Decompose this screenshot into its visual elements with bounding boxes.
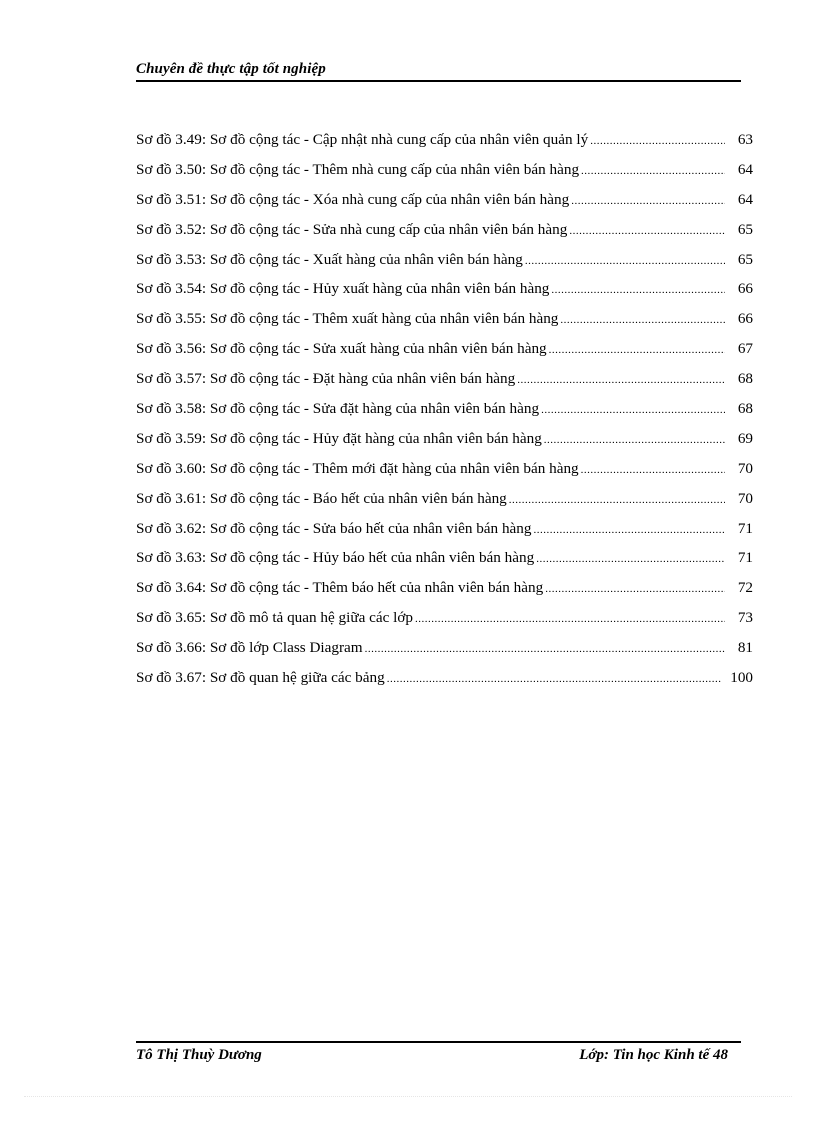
page-bottom-edge bbox=[24, 1096, 792, 1097]
toc-entry-text: Sơ đồ 3.58: Sơ đồ cộng tác - Sửa đặt hàng của nhân viên bán hàng bbox=[136, 400, 540, 418]
toc-entry-page: 71 bbox=[737, 549, 753, 567]
toc-entry-text: Sơ đồ 3.64: Sơ đồ cộng tác - Thêm báo hết của nhân viên bán hàng bbox=[136, 579, 544, 597]
toc-dot-leader bbox=[551, 284, 725, 296]
toc-dot-leader bbox=[365, 643, 725, 655]
toc-entry-text: Sơ đồ 3.62: Sơ đồ cộng tác - Sửa báo hết của nhân viên bán hàng bbox=[136, 519, 532, 537]
toc-entry[interactable] bbox=[136, 579, 753, 609]
toc-entry-text: Sơ đồ 3.59: Sơ đồ cộng tác - Hủy đặt hàng của nhân viên bán hàng bbox=[136, 429, 542, 447]
toc-entry[interactable] bbox=[136, 310, 753, 340]
toc-entry-page: 81 bbox=[737, 639, 753, 657]
toc-entry-page: 64 bbox=[737, 160, 753, 178]
toc-entry-page: 73 bbox=[737, 609, 753, 627]
footer-author: Tô Thị Thuỳ Dương bbox=[136, 1047, 262, 1063]
toc-entry-text: Sơ đồ 3.49: Sơ đồ cộng tác - Cập nhật nhà cung cấp của nhân viên quản lý bbox=[136, 131, 589, 148]
toc-dot-leader bbox=[590, 135, 725, 147]
toc-entry-page: 70 bbox=[737, 459, 753, 477]
toc-dot-leader bbox=[549, 344, 725, 356]
toc-entry[interactable] bbox=[136, 131, 753, 161]
toc-entry-text: Sơ đồ 3.63: Sơ đồ cộng tác - Hủy báo hết của nhân viên bán hàng bbox=[136, 549, 535, 567]
toc-entry-page: 70 bbox=[737, 489, 753, 507]
toc-dot-leader bbox=[541, 404, 725, 416]
toc-dot-leader bbox=[571, 195, 725, 207]
toc-entry[interactable] bbox=[136, 280, 753, 310]
toc-dot-leader bbox=[544, 434, 725, 446]
toc-entry-text: Sơ đồ 3.60: Sơ đồ cộng tác - Thêm mới đặt hàng của nhân viên bán hàng bbox=[136, 459, 579, 477]
toc-entry-text: Sơ đồ 3.67: Sơ đồ quan hệ giữa các bảng bbox=[136, 669, 385, 687]
page-header-title: Chuyên đề thực tập tốt nghiệp bbox=[136, 61, 326, 77]
toc-entry[interactable] bbox=[136, 490, 753, 520]
toc-dot-leader bbox=[525, 255, 725, 267]
toc-entry-page: 65 bbox=[737, 250, 753, 268]
toc-entry[interactable] bbox=[136, 400, 753, 430]
toc-dot-leader bbox=[581, 165, 725, 177]
toc-entry-page: 63 bbox=[737, 131, 753, 148]
toc-dot-leader bbox=[581, 464, 725, 476]
toc-entry[interactable] bbox=[136, 430, 753, 460]
toc-entry[interactable] bbox=[136, 161, 753, 191]
toc-dot-leader bbox=[536, 553, 725, 565]
toc-entry-text: Sơ đồ 3.65: Sơ đồ mô tả quan hệ giữa các lớp bbox=[136, 609, 413, 627]
toc-entry[interactable] bbox=[136, 520, 753, 550]
toc-entry-text: Sơ đồ 3.54: Sơ đồ cộng tác - Hủy xuất hàng của nhân viên bán hàng bbox=[136, 280, 550, 298]
footer-class: Lớp: Tin học Kinh tế 48 bbox=[579, 1047, 728, 1063]
toc-entry[interactable] bbox=[136, 460, 753, 490]
toc-entry-page: 67 bbox=[737, 340, 753, 358]
toc-dot-leader bbox=[560, 314, 725, 326]
toc-entry-page: 66 bbox=[737, 310, 753, 328]
toc-entry-page: 68 bbox=[737, 400, 753, 418]
toc-entry[interactable] bbox=[136, 340, 753, 370]
toc-entry-page: 69 bbox=[737, 429, 753, 447]
toc-entry-text: Sơ đồ 3.51: Sơ đồ cộng tác - Xóa nhà cung cấp của nhân viên bán hàng bbox=[136, 190, 570, 208]
toc-entry-text: Sơ đồ 3.53: Sơ đồ cộng tác - Xuất hàng của nhân viên bán hàng bbox=[136, 250, 523, 268]
toc-dot-leader bbox=[569, 225, 725, 237]
toc-entry-text: Sơ đồ 3.61: Sơ đồ cộng tác - Báo hết của nhân viên bán hàng bbox=[136, 489, 507, 507]
toc-dot-leader bbox=[517, 374, 725, 386]
toc-dot-leader bbox=[387, 673, 721, 685]
toc-dot-leader bbox=[415, 613, 725, 625]
toc-entry-text: Sơ đồ 3.52: Sơ đồ cộng tác - Sửa nhà cung cấp của nhân viên bán hàng bbox=[136, 220, 568, 238]
toc-entry[interactable] bbox=[136, 639, 753, 669]
toc-entry-text: Sơ đồ 3.50: Sơ đồ cộng tác - Thêm nhà cung cấp của nhân viên bán hàng bbox=[136, 160, 580, 178]
toc-entry[interactable] bbox=[136, 669, 753, 699]
toc-entry-text: Sơ đồ 3.56: Sơ đồ cộng tác - Sửa xuất hàng của nhân viên bán hàng bbox=[136, 340, 547, 358]
footer-rule bbox=[136, 1041, 741, 1043]
toc-entry-page: 68 bbox=[737, 370, 753, 388]
toc-entry[interactable] bbox=[136, 191, 753, 221]
toc-entry[interactable] bbox=[136, 370, 753, 400]
toc-entry[interactable] bbox=[136, 549, 753, 579]
toc-entry-text: Sơ đồ 3.57: Sơ đồ cộng tác - Đặt hàng của nhân viên bán hàng bbox=[136, 370, 516, 388]
toc-entry[interactable] bbox=[136, 251, 753, 281]
toc-entry[interactable] bbox=[136, 609, 753, 639]
toc-entry[interactable] bbox=[136, 221, 753, 251]
toc-entry-text: Sơ đồ 3.55: Sơ đồ cộng tác - Thêm xuất hàng của nhân viên bán hàng bbox=[136, 310, 559, 328]
toc-entry-page: 65 bbox=[737, 220, 753, 238]
toc-entry-page: 64 bbox=[737, 190, 753, 208]
toc-entry-page: 66 bbox=[737, 280, 753, 298]
toc-dot-leader bbox=[545, 583, 725, 595]
toc-entry-page: 71 bbox=[737, 519, 753, 537]
toc-entry-page: 72 bbox=[737, 579, 753, 597]
toc-entry-text: Sơ đồ 3.66: Sơ đồ lớp Class Diagram bbox=[136, 639, 363, 657]
toc-dot-leader bbox=[533, 524, 725, 536]
header-rule bbox=[136, 80, 741, 82]
toc-dot-leader bbox=[509, 494, 725, 506]
table-of-figures bbox=[136, 131, 753, 699]
toc-entry-page: 100 bbox=[730, 669, 753, 687]
